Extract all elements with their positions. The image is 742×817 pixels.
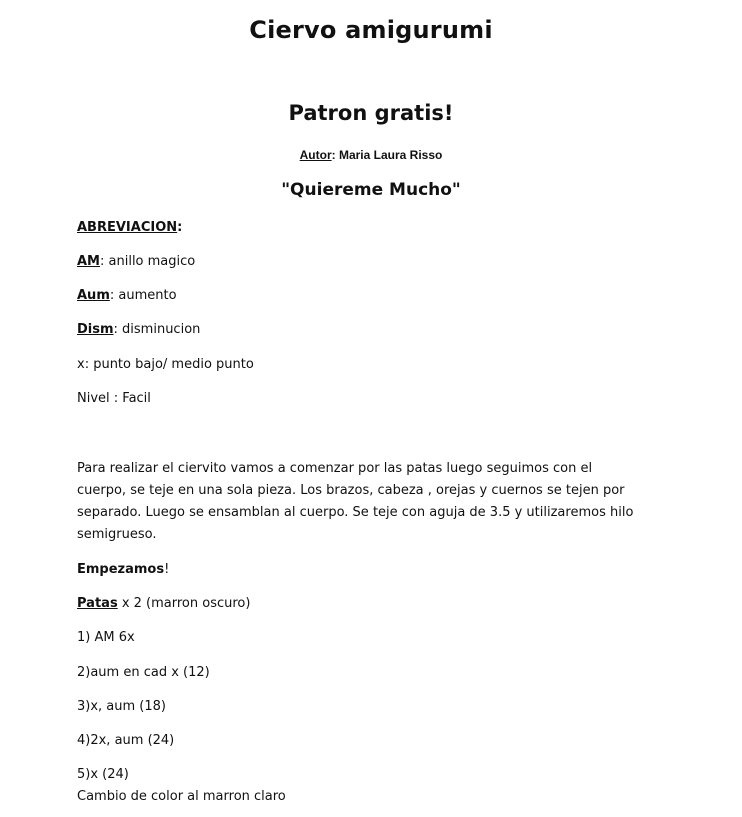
start-heading-bang: ! (164, 562, 170, 577)
section-heading (77, 596, 250, 611)
abbreviation-item (77, 254, 195, 269)
stitch-definition: x: punto bajo/ medio punto (77, 357, 254, 372)
intro-paragraph (77, 458, 637, 546)
abbreviations-heading-text: ABREVIACION (77, 220, 178, 235)
difficulty-level: Nivel : Facil (77, 391, 151, 406)
intro-line: semigrueso. (77, 527, 157, 542)
abbreviation-item (77, 322, 200, 337)
abbreviations-heading (77, 220, 182, 235)
abbreviation-desc: : disminucion (113, 322, 201, 337)
abbreviation-key: Dism (77, 322, 114, 337)
abbreviation-desc: : anillo magico (100, 254, 196, 269)
pattern-step: 3)x, aum (18) (77, 699, 166, 714)
author-name: : Maria Laura Risso (331, 148, 443, 162)
pattern-step: 2)aum en cad x (12) (77, 665, 210, 680)
abbreviation-key: AM (77, 254, 100, 269)
abbreviation-key: Aum (77, 288, 110, 303)
pattern-quote: "Quiereme Mucho" (281, 180, 461, 200)
section-detail: x 2 (marron oscuro) (117, 596, 251, 611)
abbreviation-desc: : aumento (109, 288, 177, 303)
color-change-note: Cambio de color al marron claro (77, 789, 286, 804)
author-line (0, 148, 742, 162)
start-heading-text: Empezamos (77, 562, 165, 577)
document-title: Ciervo amigurumi (249, 16, 493, 44)
intro-line: separado. Luego se ensamblan al cuerpo. Se teje con aguja de 3.5 y utilizaremos hilo (77, 505, 634, 520)
author-label: Autor (299, 148, 332, 162)
abbreviations-heading-colon: : (177, 220, 183, 235)
start-heading (77, 562, 169, 577)
intro-line: cuerpo, se teje en una sola pieza. Los brazos, cabeza , orejas y cuernos se tejen por (77, 483, 625, 498)
abbreviation-item (77, 288, 177, 303)
pattern-step: 5)x (24) (77, 767, 129, 782)
section-label: Patas (77, 596, 118, 611)
document-subtitle: Patron gratis! (288, 101, 454, 125)
pattern-step: 1) AM 6x (77, 630, 135, 645)
intro-line: Para realizar el ciervito vamos a comenzar por las patas luego seguimos con el (77, 461, 593, 476)
pattern-step: 4)2x, aum (24) (77, 733, 175, 748)
